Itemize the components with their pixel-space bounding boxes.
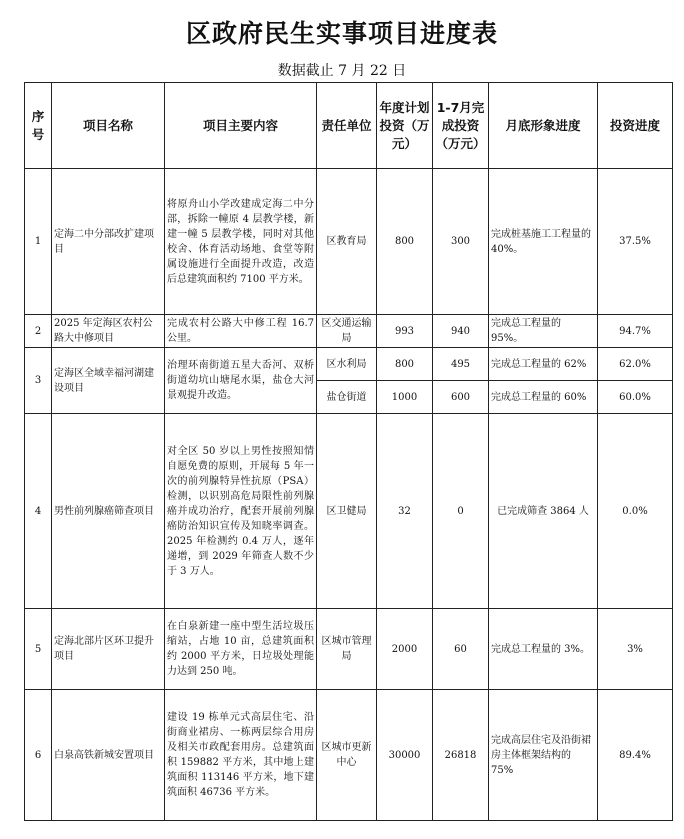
row-plan: 1000 [377, 381, 433, 414]
table-row [25, 315, 673, 348]
row-done: 940 [433, 315, 489, 348]
table-row [25, 169, 673, 315]
row-plan: 800 [377, 169, 433, 315]
row-seq: 2 [25, 315, 52, 348]
row-ratio: 62.0% [598, 348, 673, 381]
row-ratio: 37.5% [598, 169, 673, 315]
table-row [25, 609, 673, 690]
row-progress: 完成桩基施工工程量的 40%。 [489, 169, 598, 315]
row-done: 26818 [433, 690, 489, 821]
row-plan: 800 [377, 348, 433, 381]
row-seq: 4 [25, 414, 52, 609]
row-content: 对全区 50 岁以上男性按照知情自愿免费的原则，开展每 5 年一次的前列腺特异性抗原（PSA）检测，以识别高危局限性前列腺癌并成功治疗，配套开展前列腺癌防治知识宣传及知晓率调查。2025 年检测约 0.4 万人，逐年递增，到 2029 年筛查人数不少于 3 万人。 [165, 414, 317, 609]
row-ratio: 60.0% [598, 381, 673, 414]
row-ratio: 0.0% [598, 414, 673, 609]
row-progress: 已完成筛查 3864 人 [489, 414, 598, 609]
header-progress: 月底形象进度 [489, 83, 598, 169]
header-ratio: 投资进度 [598, 83, 673, 169]
row-seq: 5 [25, 609, 52, 690]
table-row [25, 690, 673, 821]
header-seq: 序号 [25, 83, 52, 169]
row-seq: 3 [25, 348, 52, 414]
header-plan: 年度计划投资（万元） [377, 83, 433, 169]
row-unit: 区交通运输局 [317, 315, 377, 348]
row-name: 定海北部片区环卫提升项目 [52, 609, 165, 690]
row-seq: 6 [25, 690, 52, 821]
row-done: 60 [433, 609, 489, 690]
table-row [25, 414, 673, 609]
row-done: 300 [433, 169, 489, 315]
row-content: 治理环南街道五星大岙河、双桥街道幼坑山塘尾水渠，盐仓大河景观提升改造。 [165, 348, 317, 414]
row-progress: 完成总工程量的 60% [489, 381, 598, 414]
row-name: 白泉高铁新城安置项目 [52, 690, 165, 821]
row-unit: 区城市管理局 [317, 609, 377, 690]
row-content: 完成农村公路大中修工程 16.7 公里。 [165, 315, 317, 348]
row-name: 定海区全域幸福河湖建设项目 [52, 348, 165, 414]
row-unit: 区卫健局 [317, 414, 377, 609]
row-progress: 完成高层住宅及沿街裙房主体框架结构的 75% [489, 690, 598, 821]
header-name: 项目名称 [52, 83, 165, 169]
row-ratio: 94.7% [598, 315, 673, 348]
row-ratio: 3% [598, 609, 673, 690]
row-progress: 完成总工程量的 3%。 [489, 609, 598, 690]
table-row [25, 348, 673, 381]
row-name: 定海二中分部改扩建项目 [52, 169, 165, 315]
header-unit: 责任单位 [317, 83, 377, 169]
page-title: 区政府民生实事项目进度表 [185, 19, 498, 48]
header-done: 1-7月完成投资（万元） [433, 83, 489, 169]
row-content: 在白泉新建一座中型生活垃圾压缩站，占地 10 亩，总建筑面积约 2000 平方米，日垃圾处理能力达到 250 吨。 [165, 609, 317, 690]
data-cutoff-date: 数据截止 7 月 22 日 [277, 63, 407, 79]
row-unit: 盐仓街道 [317, 381, 377, 414]
row-plan: 30000 [377, 690, 433, 821]
row-name: 2025 年定海区农村公路大中修项目 [52, 315, 165, 348]
row-unit: 区城市更新中心 [317, 690, 377, 821]
row-done: 495 [433, 348, 489, 381]
row-progress: 完成总工程量的 62% [489, 348, 598, 381]
row-name: 男性前列腺癌筛查项目 [52, 414, 165, 609]
row-unit: 区水利局 [317, 348, 377, 381]
row-content: 将原舟山小学改建成定海二中分部，拆除一幢原 4 层教学楼，新建一幢 5 层教学楼，同时对其他校舍、体育活动场地、食堂等附属设施进行全面提升改造，改造后总建筑面积约 7100 平方米。 [165, 169, 317, 315]
row-progress: 完成总工程量的 95%。 [489, 315, 598, 348]
row-done: 0 [433, 414, 489, 609]
row-plan: 993 [377, 315, 433, 348]
header-row [25, 83, 673, 169]
row-seq: 1 [25, 169, 52, 315]
row-content: 建设 19 栋单元式高层住宅、沿街商业裙房、一栋两层综合用房及相关市政配套用房。总建筑面积 159882 平方米，其中地上建筑面积 113146 平方米，地下建筑面积 46736 平方米。 [165, 690, 317, 821]
progress-table [24, 82, 673, 821]
row-plan: 32 [377, 414, 433, 609]
row-done: 600 [433, 381, 489, 414]
row-ratio: 89.4% [598, 690, 673, 821]
row-plan: 2000 [377, 609, 433, 690]
header-content: 项目主要内容 [165, 83, 317, 169]
row-unit: 区教育局 [317, 169, 377, 315]
